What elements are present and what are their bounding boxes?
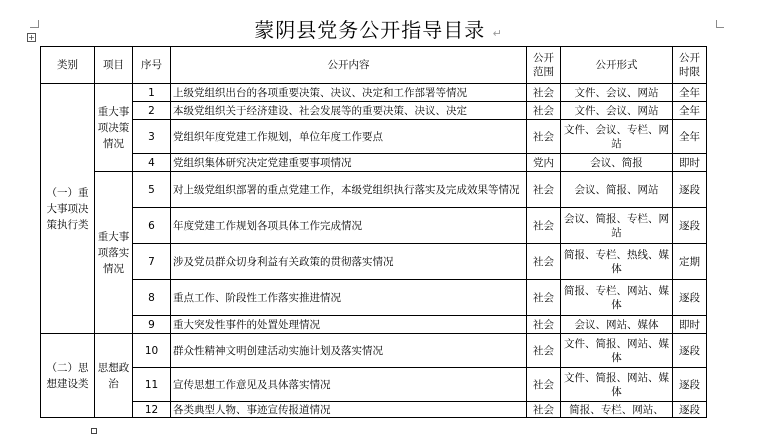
row-time: 逐段	[673, 334, 707, 368]
row-time: 逐段	[673, 172, 707, 208]
table-resize-handle[interactable]	[91, 428, 97, 434]
row-time: 逐段	[673, 402, 707, 418]
row-content: 对上级党组织部署的重点党建工作，本级党组织执行落实及完成效果等情况	[171, 172, 527, 208]
row-number: 9	[133, 316, 171, 334]
row-scope: 社会	[527, 280, 561, 316]
paragraph-mark: ↵	[492, 27, 503, 40]
table-row	[41, 208, 707, 244]
category-cell-ideology: （二）思想建设类	[41, 334, 95, 418]
table-row	[41, 334, 707, 368]
row-form: 会议、简报、专栏、网站	[561, 208, 673, 244]
row-number: 10	[133, 334, 171, 368]
row-number: 8	[133, 280, 171, 316]
header-time: 公开时限	[673, 47, 707, 84]
row-time: 即时	[673, 154, 707, 172]
table-header-row	[41, 47, 707, 84]
table-row	[41, 120, 707, 154]
row-time: 全年	[673, 102, 707, 120]
row-content: 年度党建工作规划各项具体工作完成情况	[171, 208, 527, 244]
row-number: 11	[133, 368, 171, 402]
row-scope: 社会	[527, 102, 561, 120]
row-form: 文件、会议、网站	[561, 102, 673, 120]
header-form: 公开形式	[561, 47, 673, 84]
table-row	[41, 154, 707, 172]
row-form: 文件、简报、网站、媒体	[561, 368, 673, 402]
row-form: 简报、专栏、网站、	[561, 402, 673, 418]
table-row	[41, 316, 707, 334]
row-content: 党组织集体研究决定党建重要事项情况	[171, 154, 527, 172]
table-row	[41, 84, 707, 102]
row-number: 4	[133, 154, 171, 172]
row-content: 涉及党员群众切身利益有关政策的贯彻落实情况	[171, 244, 527, 280]
table-move-handle[interactable]: +	[28, 33, 35, 42]
table-row	[41, 368, 707, 402]
table-row	[41, 244, 707, 280]
row-time: 逐段	[673, 208, 707, 244]
header-number: 序号	[133, 47, 171, 84]
row-number: 2	[133, 102, 171, 120]
row-content: 重大突发性事件的处置处理情况	[171, 316, 527, 334]
row-number: 7	[133, 244, 171, 280]
header-project: 项目	[95, 47, 133, 84]
row-number: 3	[133, 120, 171, 154]
row-content: 群众性精神文明创建活动实施计划及落实情况	[171, 334, 527, 368]
row-number: 12	[133, 402, 171, 418]
row-content: 党组织年度党建工作规划，单位年度工作要点	[171, 120, 527, 154]
table-row	[41, 280, 707, 316]
document-title: 蒙阴县党务公开指导目录 ↵	[254, 18, 503, 42]
row-scope: 社会	[527, 208, 561, 244]
header-content: 公开内容	[171, 47, 527, 84]
row-number: 1	[133, 84, 171, 102]
project-cell-ideology: 思想政治	[95, 334, 133, 418]
row-scope: 社会	[527, 316, 561, 334]
row-number: 6	[133, 208, 171, 244]
row-scope: 社会	[527, 368, 561, 402]
row-scope: 社会	[527, 244, 561, 280]
directory-table	[40, 46, 707, 418]
row-form: 文件、会议、网站	[561, 84, 673, 102]
row-number: 5	[133, 172, 171, 208]
row-scope: 社会	[527, 84, 561, 102]
table-row	[41, 102, 707, 120]
row-form: 文件、简报、网站、媒体	[561, 334, 673, 368]
project-cell-decision: 重大事项决策情况	[95, 84, 133, 172]
row-time: 全年	[673, 84, 707, 102]
row-scope: 社会	[527, 334, 561, 368]
category-cell-decision: （一）重大事项决策执行类	[41, 84, 95, 334]
row-content: 本级党组织关于经济建设、社会发展等的重要决策、决议、决定	[171, 102, 527, 120]
row-form: 会议、网站、媒体	[561, 316, 673, 334]
table-row	[41, 172, 707, 208]
row-form: 简报、专栏、热线、媒体	[561, 244, 673, 280]
row-time: 逐段	[673, 368, 707, 402]
row-content: 宣传思想工作意见及具体落实情况	[171, 368, 527, 402]
row-form: 会议、简报、网站	[561, 172, 673, 208]
row-time: 逐段	[673, 280, 707, 316]
table-row	[41, 402, 707, 418]
row-scope: 社会	[527, 120, 561, 154]
row-time: 即时	[673, 316, 707, 334]
row-content: 各类典型人物、事迹宣传报道情况	[171, 402, 527, 418]
header-scope: 公开范围	[527, 47, 561, 84]
project-cell-implementation: 重大事项落实情况	[95, 172, 133, 334]
header-category: 类别	[41, 47, 95, 84]
row-form: 简报、专栏、网站、媒体	[561, 280, 673, 316]
row-content: 重点工作、阶段性工作落实推进情况	[171, 280, 527, 316]
row-scope: 党内	[527, 154, 561, 172]
row-content: 上级党组织出台的各项重要决策、决议、决定和工作部署等情况	[171, 84, 527, 102]
row-time: 定期	[673, 244, 707, 280]
row-scope: 社会	[527, 402, 561, 418]
row-time: 全年	[673, 120, 707, 154]
row-scope: 社会	[527, 172, 561, 208]
row-form: 会议、简报	[561, 154, 673, 172]
row-form: 文件、会议、专栏、网站	[561, 120, 673, 154]
